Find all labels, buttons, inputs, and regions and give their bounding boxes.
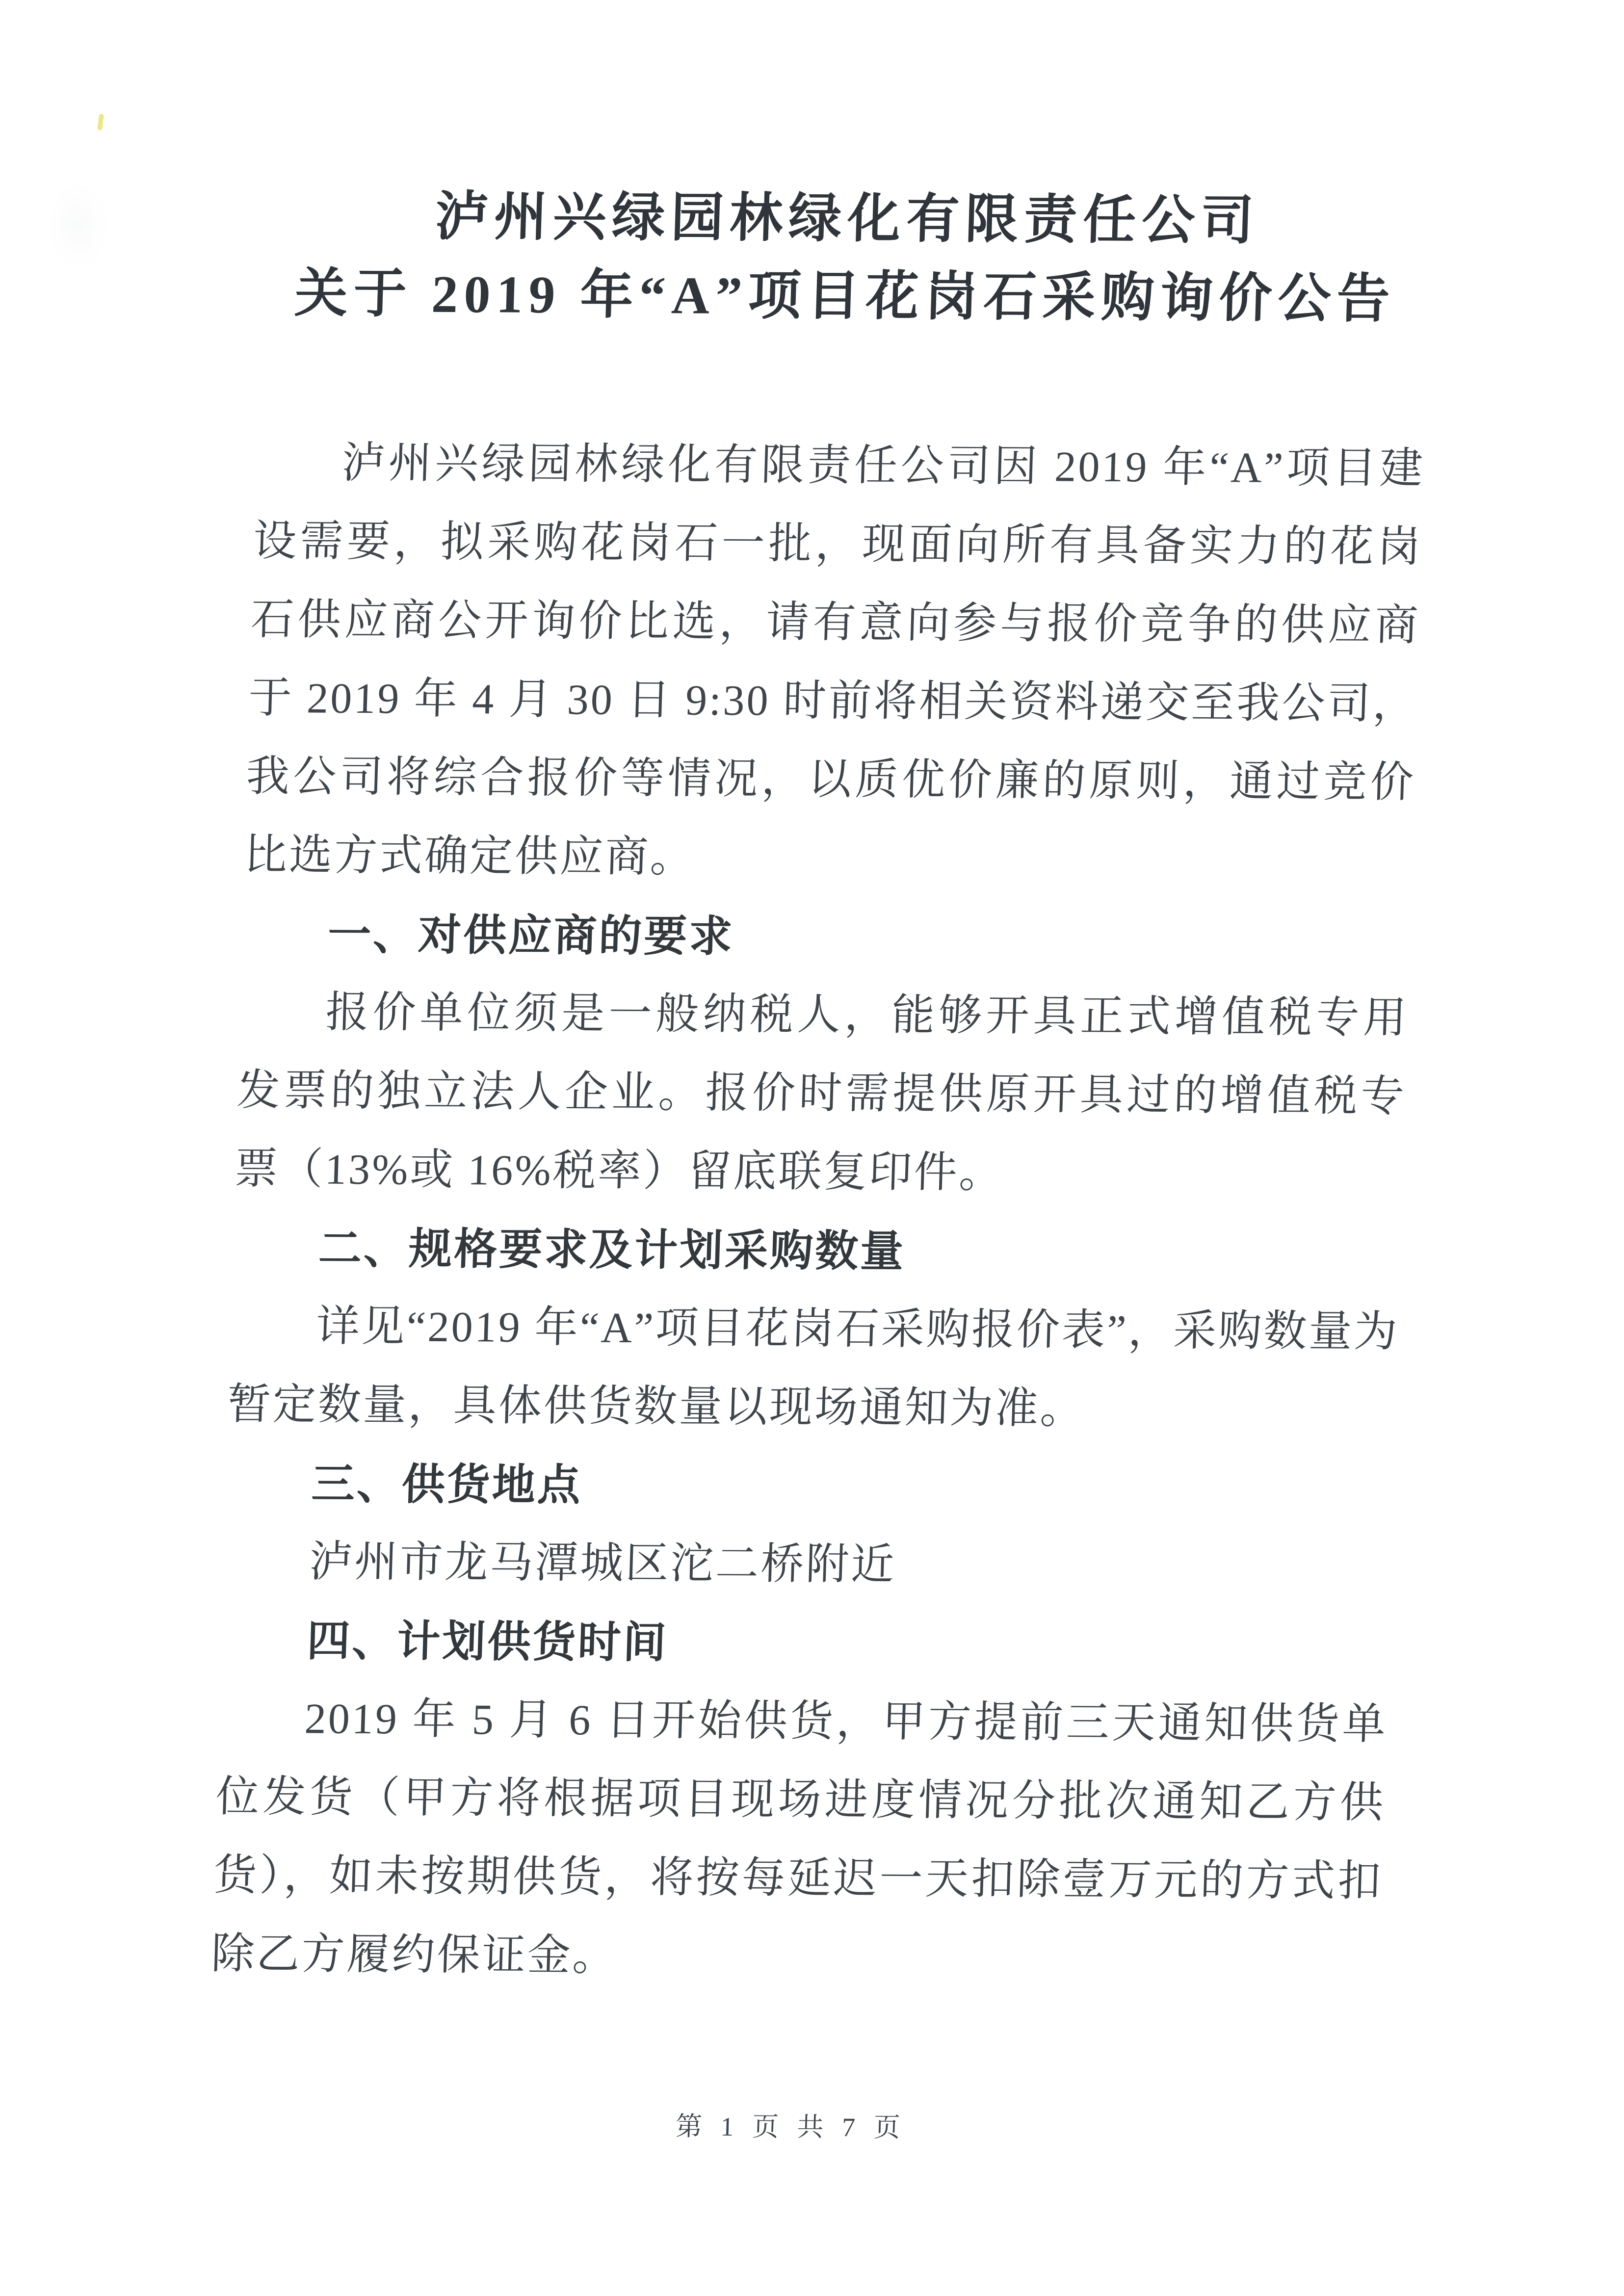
scan-smudge-artifact bbox=[34, 162, 123, 289]
supplier-requirements-paragraph: 报价单位须是一般纳税人，能够开具正式增值税专用发票的独立法人企业。报价时需提供原开具过的增值税专票（13%或 16%税率）留底联复印件。 bbox=[234, 989, 1409, 1197]
intro-paragraph: 泸州兴绿园林绿化有限责任公司因 2019 年“A”项目建设需要，拟采购花岗石一批，现面向所有具备实力的花岗石供应商公开询价比选，请有意向参与报价竞争的供应商于 2019 年 4 月 30 日 9:30 时前将相关资料递交至我公司，我公司将综合报价等情况，以质优价廉的原则，通过竞价比选方式确定供应商。 bbox=[243, 439, 1426, 882]
document-body bbox=[210, 424, 1426, 2000]
title-line-2: 关于 2019 年“A”项目花岗石采购询价公告 bbox=[293, 264, 1397, 329]
delivery-schedule-paragraph: 2019 年 5 月 6 日开始供货，甲方提前三天通知供货单位发货（甲方将根据项目现场进度情况分批次通知乙方供货），如未按期供货，将按每延迟一天扣除壹万元的方式扣除乙方履约保证金。 bbox=[210, 1695, 1388, 1980]
scan-speck-artifact bbox=[97, 114, 104, 131]
page-number-footer: 第 1 页 共 7 页 bbox=[675, 2112, 907, 2142]
document-title bbox=[260, 0, 1439, 339]
delivery-location-paragraph: 泸州市龙马潭城区沱二桥附近 bbox=[308, 1538, 897, 1589]
document-content bbox=[206, 0, 1439, 2150]
section-heading-spec-and-quantity: 二、规格要求及计划采购数量 bbox=[317, 1224, 906, 1276]
section-heading-delivery-location: 三、供货地点 bbox=[311, 1459, 583, 1510]
section-heading-supplier-requirements: 一、对供应商的要求 bbox=[327, 910, 735, 961]
section-heading-delivery-schedule: 四、计划供货时间 bbox=[306, 1616, 669, 1667]
title-line-1: 泸州兴绿园林绿化有限责任公司 bbox=[434, 187, 1260, 251]
spec-and-quantity-paragraph: 详见“2019 年“A”项目花岗石采购报价表”，采购数量为暂定数量，具体供货数量以现场通知为准。 bbox=[227, 1303, 1400, 1433]
